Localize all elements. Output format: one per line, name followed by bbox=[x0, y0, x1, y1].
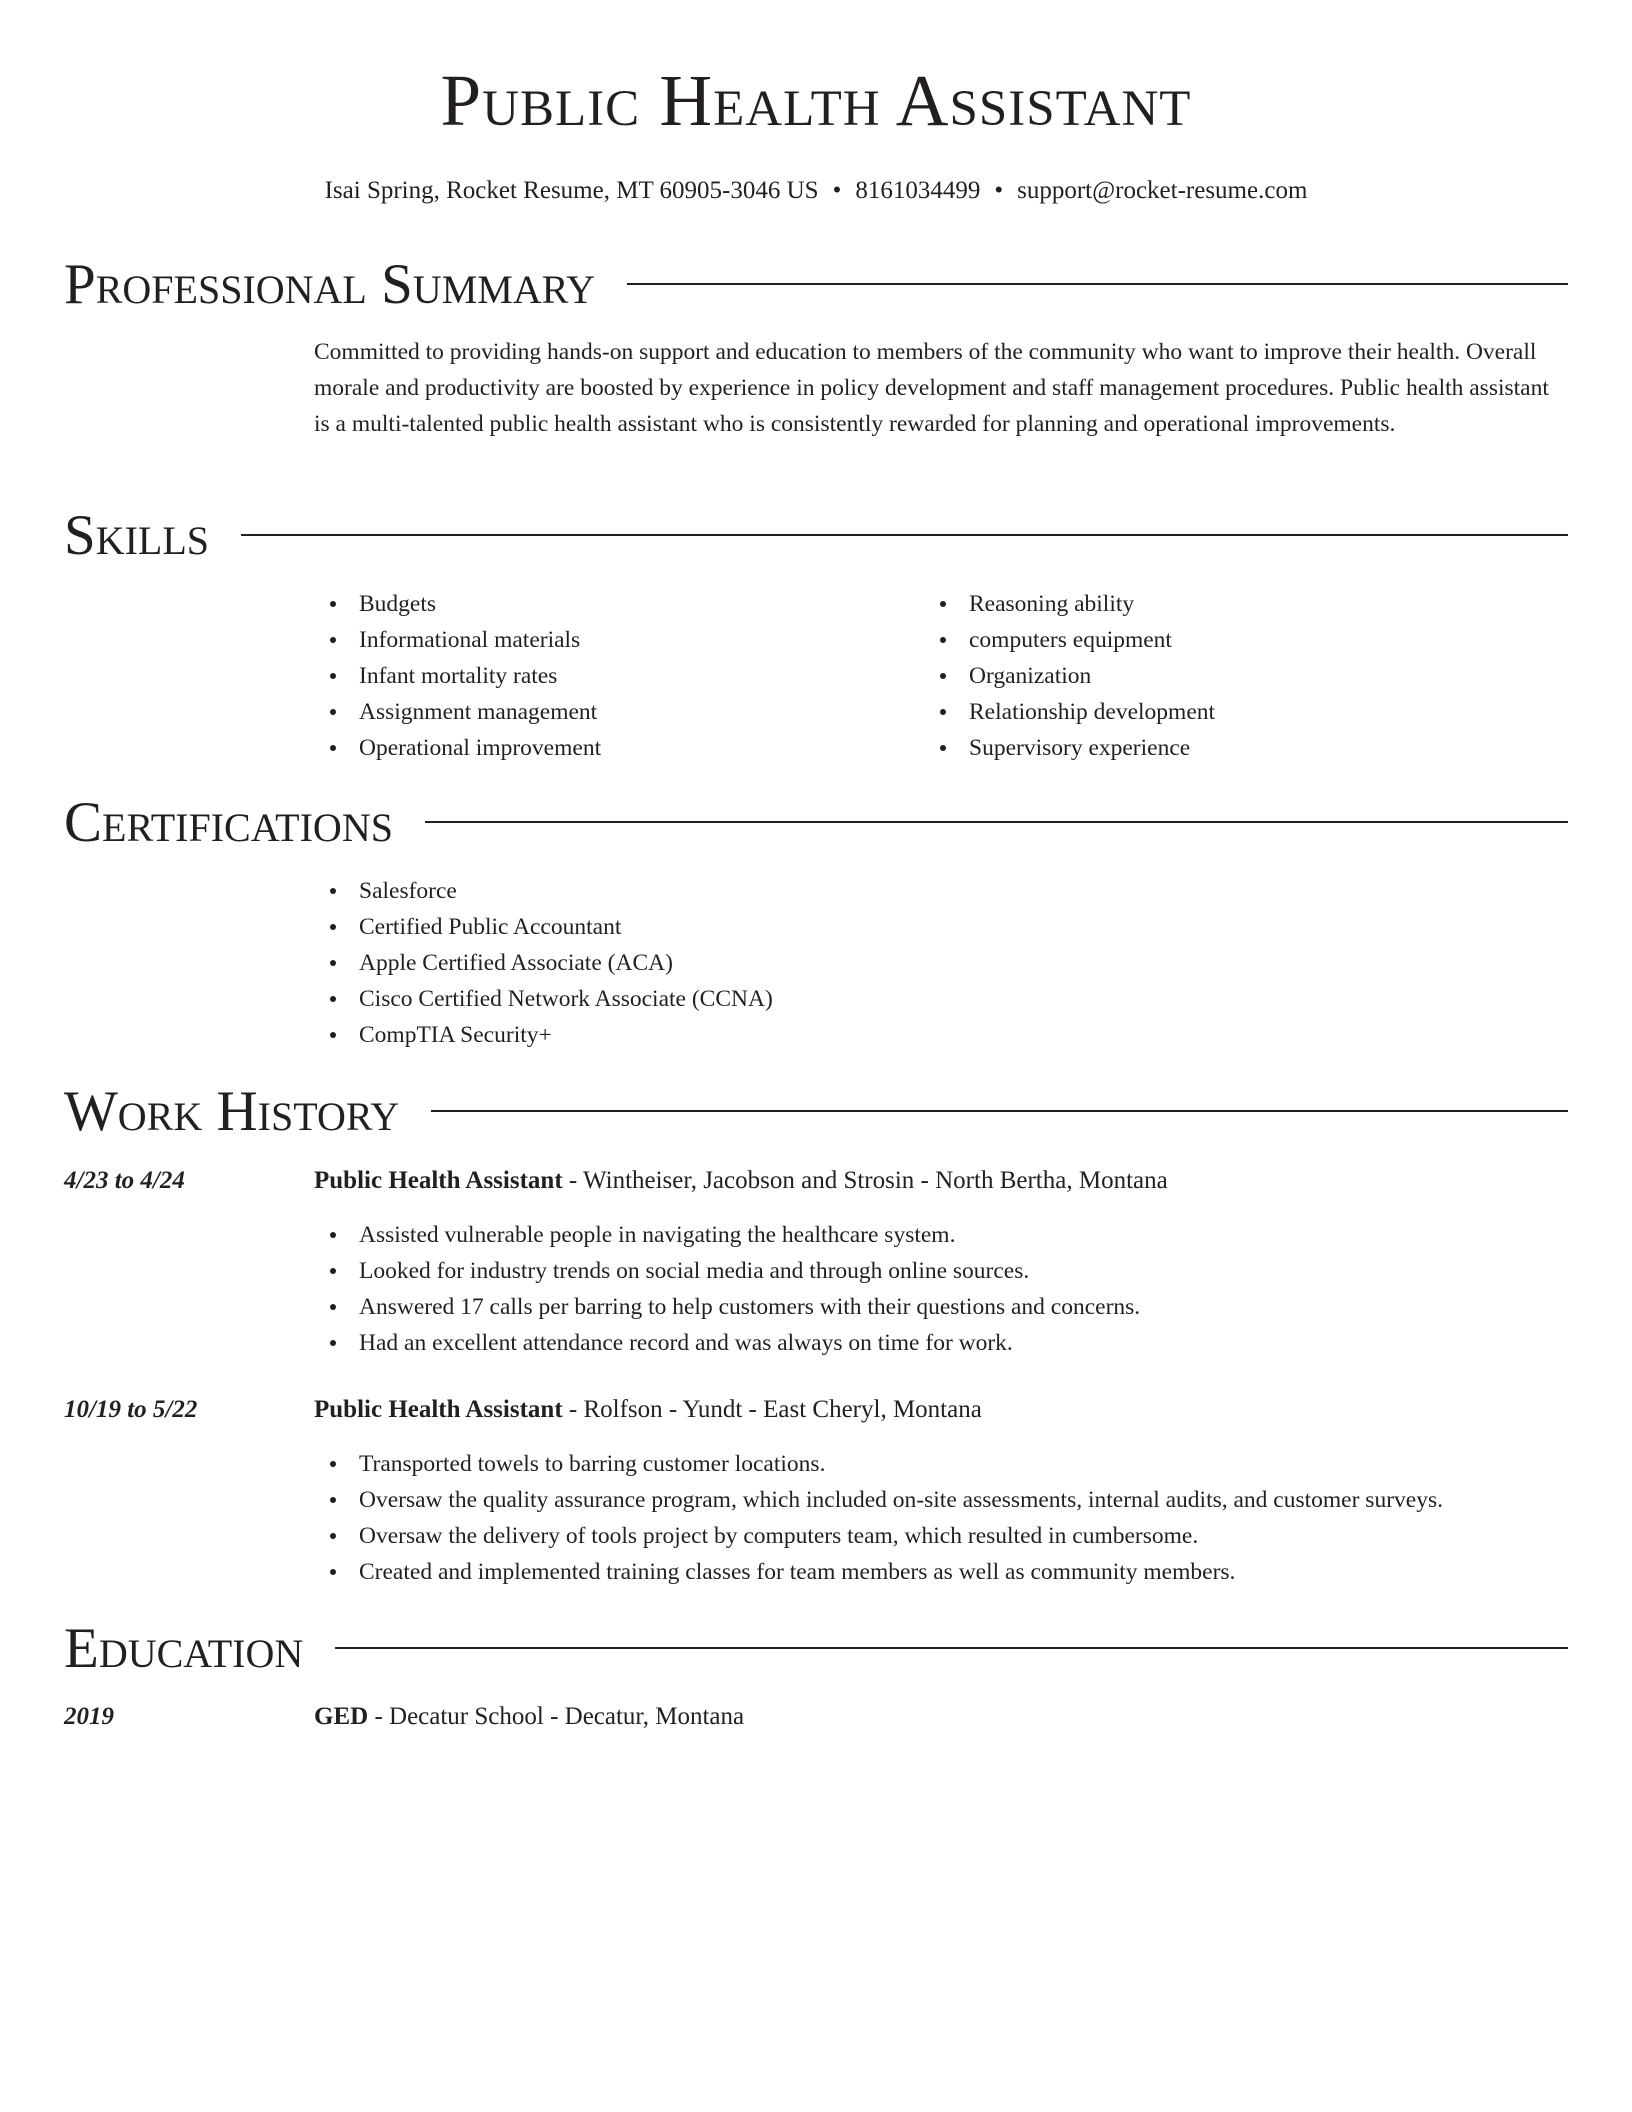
skill-item: Relationship development bbox=[924, 694, 1564, 730]
section-divider bbox=[431, 1110, 1568, 1112]
skill-item: Informational materials bbox=[314, 622, 914, 658]
certification-item: Salesforce bbox=[314, 873, 1568, 909]
skills-list-right bbox=[924, 586, 1564, 766]
section-divider bbox=[627, 283, 1568, 285]
job-bullet: Created and implemented training classes for team members as well as community members. bbox=[314, 1554, 1568, 1590]
skill-item: Assignment management bbox=[314, 694, 914, 730]
certification-item: Apple Certified Associate (ACA) bbox=[314, 945, 1568, 981]
section-divider bbox=[241, 534, 1568, 536]
section-divider bbox=[335, 1647, 1568, 1649]
job-bullet: Assisted vulnerable people in navigating the healthcare system. bbox=[314, 1217, 1568, 1253]
job-title: Public Health Assistant bbox=[314, 1396, 563, 1423]
certifications-heading-row bbox=[64, 788, 1568, 858]
certifications-heading: Certifications bbox=[64, 791, 393, 854]
job-dates: 4/23 to 4/24 bbox=[64, 1167, 185, 1194]
skill-item: computers equipment bbox=[924, 622, 1564, 658]
work-heading-row bbox=[64, 1077, 1568, 1147]
certification-item: Cisco Certified Network Associate (CCNA) bbox=[314, 981, 1568, 1017]
contact-separator: • bbox=[994, 177, 1004, 204]
certifications-list bbox=[314, 873, 1568, 1053]
section-divider bbox=[425, 821, 1568, 823]
certification-item: Certified Public Accountant bbox=[314, 909, 1568, 945]
contact-line bbox=[0, 174, 1632, 208]
job-employer: - Wintheiser, Jacobson and Strosin - North Bertha, Montana bbox=[562, 1167, 1168, 1194]
certification-item: CompTIA Security+ bbox=[314, 1017, 1568, 1053]
summary-heading: Professional Summary bbox=[64, 253, 596, 316]
job-bullet: Answered 17 calls per barring to help customers with their questions and concerns. bbox=[314, 1289, 1568, 1325]
skill-item: Organization bbox=[924, 658, 1564, 694]
skill-item: Supervisory experience bbox=[924, 730, 1564, 766]
skill-item: Infant mortality rates bbox=[314, 658, 914, 694]
education-degree: GED bbox=[314, 1703, 369, 1730]
contact-separator: • bbox=[832, 177, 842, 204]
job-bullet: Looked for industry trends on social media and through online sources. bbox=[314, 1253, 1568, 1289]
skills-heading-row bbox=[64, 501, 1568, 571]
skills-heading: Skills bbox=[64, 504, 210, 567]
job-bullets bbox=[314, 1446, 1568, 1590]
education-year: 2019 bbox=[64, 1703, 114, 1730]
job-title: Public Health Assistant bbox=[314, 1167, 563, 1194]
summary-text: Committed to providing hands-on support and education to members of the community who want to improve their health. Overall morale and productivity are boosted by experience in policy development and staff management procedures. Public health assistant is a multi-talented public health assistant who is consistently rewarded for planning and operational improvements. bbox=[314, 339, 1549, 437]
contact-email: support@rocket-resume.com bbox=[1017, 177, 1308, 204]
summary-heading-row bbox=[64, 250, 1568, 320]
education-line bbox=[314, 1699, 1568, 1735]
contact-address: Isai Spring, Rocket Resume, MT 60905-3046 US bbox=[324, 177, 819, 204]
job-bullet: Transported towels to barring customer locations. bbox=[314, 1446, 1568, 1482]
job-bullet: Oversaw the quality assurance program, which included on-site assessments, internal audits, and customer surveys. bbox=[314, 1482, 1568, 1518]
job-bullets bbox=[314, 1217, 1568, 1361]
job-employer: - Rolfson - Yundt - East Cheryl, Montana bbox=[562, 1396, 982, 1423]
education-heading: Education bbox=[64, 1617, 304, 1680]
skill-item: Budgets bbox=[314, 586, 914, 622]
job-heading bbox=[314, 1392, 1568, 1428]
contact-phone: 8161034499 bbox=[855, 177, 981, 204]
skills-list-left bbox=[314, 586, 914, 766]
job-bullet: Had an excellent attendance record and was always on time for work. bbox=[314, 1325, 1568, 1361]
resume-title: Public Health Assistant bbox=[440, 60, 1192, 141]
education-heading-row bbox=[64, 1614, 1568, 1684]
work-heading: Work History bbox=[64, 1080, 400, 1143]
job-dates: 10/19 to 5/22 bbox=[64, 1396, 198, 1423]
job-bullet: Oversaw the delivery of tools project by computers team, which resulted in cumbersome. bbox=[314, 1518, 1568, 1554]
job-heading bbox=[314, 1163, 1568, 1199]
skill-item: Reasoning ability bbox=[924, 586, 1564, 622]
skill-item: Operational improvement bbox=[314, 730, 914, 766]
education-school: - Decatur School - Decatur, Montana bbox=[368, 1703, 745, 1730]
